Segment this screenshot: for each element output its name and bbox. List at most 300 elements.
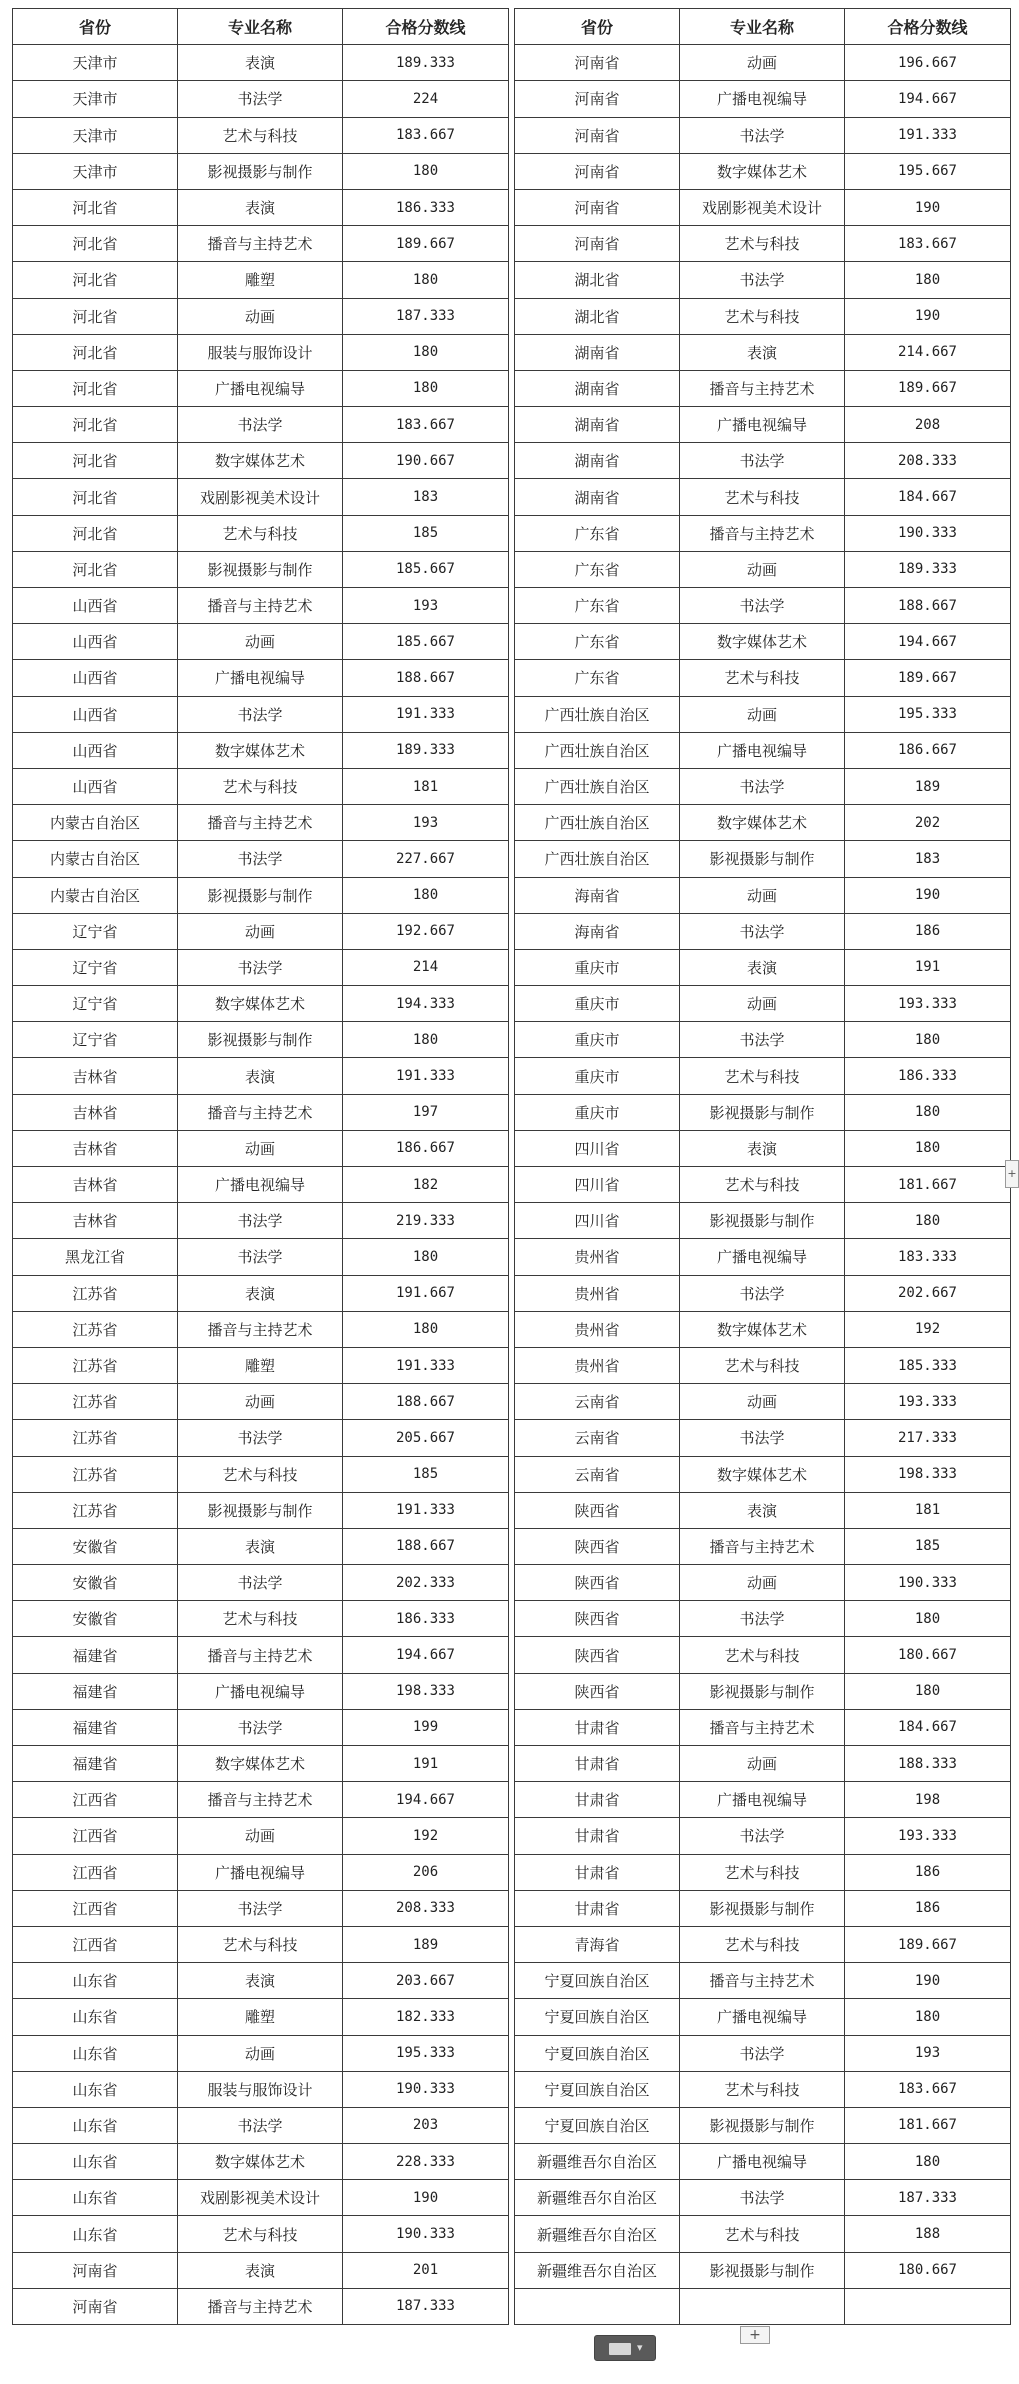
cell-province: 天津市 [13, 81, 178, 117]
cell-province: 海南省 [515, 877, 680, 913]
cell-major: 影视摄影与制作 [680, 2252, 845, 2288]
table-row [13, 1203, 509, 1239]
cell-major: 影视摄影与制作 [680, 1203, 845, 1239]
cell-score: 194.667 [343, 1637, 509, 1673]
cell-score [845, 2288, 1011, 2324]
cell-score: 188.667 [343, 1528, 509, 1564]
cell-score: 186.333 [845, 1058, 1011, 1094]
cell-score: 184.667 [845, 1709, 1011, 1745]
table-row [515, 1058, 1011, 1094]
cell-province: 河北省 [13, 479, 178, 515]
cell-major: 书法学 [680, 913, 845, 949]
cell-major: 艺术与科技 [178, 768, 343, 804]
table-row [515, 1637, 1011, 1673]
table-row [515, 624, 1011, 660]
table-row [515, 949, 1011, 985]
table-row [515, 1782, 1011, 1818]
table-row [13, 334, 509, 370]
table-row [13, 2144, 509, 2180]
table-row [515, 45, 1011, 81]
table-row [13, 153, 509, 189]
cell-province: 宁夏回族自治区 [515, 1963, 680, 1999]
cell-score: 180 [343, 370, 509, 406]
cell-province: 广东省 [515, 515, 680, 551]
cell-province: 江苏省 [13, 1311, 178, 1347]
table-row [13, 1565, 509, 1601]
cell-major: 动画 [178, 1818, 343, 1854]
chevron-down-icon: ▾ [637, 2341, 643, 2354]
cell-province: 陕西省 [515, 1528, 680, 1564]
cell-major: 广播电视编导 [680, 732, 845, 768]
table-row [13, 1999, 509, 2035]
cell-province [515, 2288, 680, 2324]
cell-major: 动画 [680, 877, 845, 913]
table-row [13, 1275, 509, 1311]
cell-province: 重庆市 [515, 1022, 680, 1058]
cell-score: 180 [845, 1203, 1011, 1239]
table-row [13, 189, 509, 225]
cell-province: 广西壮族自治区 [515, 732, 680, 768]
cell-major: 书法学 [680, 443, 845, 479]
cell-major: 艺术与科技 [680, 2071, 845, 2107]
cell-province: 陕西省 [515, 1637, 680, 1673]
table-row [13, 370, 509, 406]
cell-province: 天津市 [13, 117, 178, 153]
cell-major: 数字媒体艺术 [178, 443, 343, 479]
table-row [515, 1420, 1011, 1456]
header-province: 省份 [13, 9, 178, 45]
plus-icon: + [749, 2327, 761, 2343]
cell-province: 湖北省 [515, 298, 680, 334]
cell-score: 208.333 [845, 443, 1011, 479]
cell-province: 湖南省 [515, 407, 680, 443]
cell-major: 播音与主持艺术 [178, 226, 343, 262]
cell-score: 189.667 [845, 1926, 1011, 1962]
cell-score: 208.333 [343, 1890, 509, 1926]
cell-score: 180.667 [845, 2252, 1011, 2288]
table-row [515, 1094, 1011, 1130]
table-row [13, 588, 509, 624]
cell-score: 194.667 [343, 1782, 509, 1818]
cell-major: 数字媒体艺术 [178, 2144, 343, 2180]
cell-major: 表演 [680, 1492, 845, 1528]
table-row [515, 660, 1011, 696]
cell-province: 云南省 [515, 1384, 680, 1420]
cell-province: 四川省 [515, 1130, 680, 1166]
cell-score: 193.333 [845, 1818, 1011, 1854]
cell-province: 贵州省 [515, 1239, 680, 1275]
cell-major: 艺术与科技 [680, 1854, 845, 1890]
table-header-row [515, 9, 1011, 45]
cell-province: 重庆市 [515, 986, 680, 1022]
cell-province: 贵州省 [515, 1347, 680, 1383]
table-row [13, 1058, 509, 1094]
cell-major: 戏剧影视美术设计 [178, 2180, 343, 2216]
cell-score: 189.667 [343, 226, 509, 262]
cell-major: 广播电视编导 [178, 1167, 343, 1203]
cell-score: 189.667 [845, 370, 1011, 406]
cell-major: 广播电视编导 [680, 1999, 845, 2035]
cell-province: 江西省 [13, 1782, 178, 1818]
table-row [515, 2144, 1011, 2180]
cell-score: 192.667 [343, 913, 509, 949]
cell-score: 183 [845, 841, 1011, 877]
cell-major: 动画 [680, 551, 845, 587]
cell-province: 河南省 [13, 2288, 178, 2324]
cell-province: 四川省 [515, 1203, 680, 1239]
table-row [13, 768, 509, 804]
cell-major: 书法学 [680, 1022, 845, 1058]
header-province: 省份 [515, 9, 680, 45]
table-row [13, 515, 509, 551]
input-method-toolbar[interactable] [594, 2335, 656, 2361]
cell-major: 表演 [178, 1275, 343, 1311]
cell-province: 河南省 [515, 226, 680, 262]
table-row [515, 1926, 1011, 1962]
cell-province: 广东省 [515, 624, 680, 660]
cell-score: 193.333 [845, 986, 1011, 1022]
cell-province: 河北省 [13, 443, 178, 479]
cell-score: 180 [343, 1022, 509, 1058]
table-row [13, 1022, 509, 1058]
cell-province: 天津市 [13, 45, 178, 81]
table-row [13, 1492, 509, 1528]
cell-score: 205.667 [343, 1420, 509, 1456]
cell-province: 安徽省 [13, 1601, 178, 1637]
cell-score: 193.333 [845, 1384, 1011, 1420]
cell-score: 180 [845, 1022, 1011, 1058]
cell-score: 183.667 [343, 407, 509, 443]
cell-score: 191.333 [845, 117, 1011, 153]
cell-major: 表演 [178, 1058, 343, 1094]
cell-province: 山西省 [13, 768, 178, 804]
cell-province: 江苏省 [13, 1275, 178, 1311]
cell-score: 191.333 [343, 1058, 509, 1094]
cell-score: 188.667 [343, 660, 509, 696]
cell-major: 播音与主持艺术 [178, 2288, 343, 2324]
cell-major: 动画 [680, 986, 845, 1022]
table-row [13, 805, 509, 841]
table-row [515, 1022, 1011, 1058]
cell-major: 动画 [680, 1565, 845, 1601]
cell-major: 艺术与科技 [680, 1926, 845, 1962]
cell-score: 187.333 [845, 2180, 1011, 2216]
cell-province: 甘肃省 [515, 1890, 680, 1926]
cell-score: 224 [343, 81, 509, 117]
cell-major: 书法学 [178, 1709, 343, 1745]
cell-score: 203.667 [343, 1963, 509, 1999]
table-row [515, 1239, 1011, 1275]
table-row [13, 1963, 509, 1999]
table-row [515, 1746, 1011, 1782]
cell-score: 189 [343, 1926, 509, 1962]
table-row [13, 1167, 509, 1203]
cell-major: 艺术与科技 [680, 2216, 845, 2252]
table-row [13, 877, 509, 913]
table-row [515, 805, 1011, 841]
cell-score: 186.667 [343, 1130, 509, 1166]
cell-score: 180 [343, 334, 509, 370]
cell-score: 180 [845, 1601, 1011, 1637]
cell-major: 动画 [680, 45, 845, 81]
cell-score: 185 [343, 1456, 509, 1492]
cell-province: 江西省 [13, 1818, 178, 1854]
cell-province: 江苏省 [13, 1347, 178, 1383]
cell-province: 陕西省 [515, 1565, 680, 1601]
cell-major: 服装与服饰设计 [178, 334, 343, 370]
table-row [515, 153, 1011, 189]
cell-province: 吉林省 [13, 1203, 178, 1239]
cell-province: 辽宁省 [13, 986, 178, 1022]
cell-province: 山东省 [13, 2107, 178, 2143]
table-row [13, 1239, 509, 1275]
cell-province: 河北省 [13, 189, 178, 225]
cell-major: 动画 [680, 1746, 845, 1782]
table-row [13, 1456, 509, 1492]
cell-score: 190.333 [845, 1565, 1011, 1601]
cell-score: 189.667 [845, 660, 1011, 696]
table-row [13, 660, 509, 696]
cell-major: 艺术与科技 [178, 1926, 343, 1962]
cell-score: 190.667 [343, 443, 509, 479]
cell-province: 贵州省 [515, 1275, 680, 1311]
cell-major: 服装与服饰设计 [178, 2071, 343, 2107]
cell-major: 广播电视编导 [680, 81, 845, 117]
table-row [515, 1384, 1011, 1420]
cell-score: 180 [845, 1130, 1011, 1166]
cell-score: 190 [845, 877, 1011, 913]
cell-major: 艺术与科技 [178, 2216, 343, 2252]
cell-major: 书法学 [178, 696, 343, 732]
cell-major: 广播电视编导 [178, 660, 343, 696]
table-row [13, 1746, 509, 1782]
cell-major: 艺术与科技 [680, 660, 845, 696]
cell-major: 广播电视编导 [178, 370, 343, 406]
cell-score: 202.333 [343, 1565, 509, 1601]
table-row [13, 2216, 509, 2252]
cell-major: 书法学 [680, 1275, 845, 1311]
cell-major: 播音与主持艺术 [680, 1709, 845, 1745]
cell-province: 山东省 [13, 2180, 178, 2216]
cell-score: 191.333 [343, 696, 509, 732]
cell-major: 书法学 [178, 1890, 343, 1926]
cell-province: 山西省 [13, 588, 178, 624]
cell-province: 内蒙古自治区 [13, 841, 178, 877]
table-row [13, 986, 509, 1022]
table-row [13, 479, 509, 515]
table-row [515, 1275, 1011, 1311]
cell-major: 播音与主持艺术 [680, 1528, 845, 1564]
cell-score: 202 [845, 805, 1011, 841]
cell-province: 甘肃省 [515, 1782, 680, 1818]
table-row [13, 45, 509, 81]
table-row [515, 1492, 1011, 1528]
cell-score: 190.333 [343, 2071, 509, 2107]
table-row [13, 1926, 509, 1962]
cell-province: 青海省 [515, 1926, 680, 1962]
cell-score: 190 [845, 1963, 1011, 1999]
table-row [13, 81, 509, 117]
table-row [515, 370, 1011, 406]
cell-major: 书法学 [680, 1601, 845, 1637]
table-row [515, 81, 1011, 117]
cell-major: 动画 [178, 624, 343, 660]
table-row [13, 696, 509, 732]
cell-province: 甘肃省 [515, 1709, 680, 1745]
cell-score: 219.333 [343, 1203, 509, 1239]
cell-province: 河南省 [515, 189, 680, 225]
table-row [515, 551, 1011, 587]
cell-major: 艺术与科技 [178, 1456, 343, 1492]
cell-province: 江苏省 [13, 1456, 178, 1492]
table-row [515, 2071, 1011, 2107]
cell-score: 181.667 [845, 1167, 1011, 1203]
cell-province: 湖南省 [515, 443, 680, 479]
cell-province: 陕西省 [515, 1492, 680, 1528]
table-side-add-handle[interactable] [1005, 1160, 1019, 1188]
cell-province: 广东省 [515, 588, 680, 624]
cell-score: 180 [845, 262, 1011, 298]
table-row [515, 1818, 1011, 1854]
cell-score: 191.333 [343, 1347, 509, 1383]
cell-major: 艺术与科技 [680, 1347, 845, 1383]
cell-province: 山东省 [13, 2035, 178, 2071]
table-row [13, 1420, 509, 1456]
cell-score: 189.333 [343, 45, 509, 81]
cell-major: 影视摄影与制作 [178, 1492, 343, 1528]
cell-province: 内蒙古自治区 [13, 805, 178, 841]
cell-score: 190.333 [343, 2216, 509, 2252]
cell-province: 江西省 [13, 1854, 178, 1890]
table-row [515, 2252, 1011, 2288]
table-row [13, 2288, 509, 2324]
cell-score: 180 [845, 1673, 1011, 1709]
cell-province: 广东省 [515, 551, 680, 587]
cell-major: 动画 [178, 913, 343, 949]
cell-province: 河北省 [13, 407, 178, 443]
cell-province: 海南省 [515, 913, 680, 949]
cell-province: 甘肃省 [515, 1818, 680, 1854]
table-row [13, 443, 509, 479]
cell-major: 动画 [178, 1384, 343, 1420]
cell-score: 194.667 [845, 81, 1011, 117]
cell-major: 书法学 [178, 2107, 343, 2143]
cell-major: 艺术与科技 [680, 1058, 845, 1094]
table-row [13, 1673, 509, 1709]
table-row [515, 1528, 1011, 1564]
add-row-button[interactable] [740, 2326, 770, 2344]
cell-score: 189.333 [343, 732, 509, 768]
cell-score: 185.667 [343, 624, 509, 660]
cell-major: 艺术与科技 [178, 1601, 343, 1637]
cell-score: 180.667 [845, 1637, 1011, 1673]
cell-major: 播音与主持艺术 [680, 370, 845, 406]
cell-major: 动画 [680, 696, 845, 732]
table-row [515, 1601, 1011, 1637]
cell-province: 宁夏回族自治区 [515, 2071, 680, 2107]
cell-province: 山东省 [13, 2216, 178, 2252]
table-row [515, 1347, 1011, 1383]
cell-province: 山东省 [13, 2071, 178, 2107]
cell-major: 影视摄影与制作 [178, 153, 343, 189]
cell-score: 194.667 [845, 624, 1011, 660]
cell-score: 181 [845, 1492, 1011, 1528]
cell-major: 书法学 [680, 117, 845, 153]
cell-province: 河南省 [515, 45, 680, 81]
cell-major: 广播电视编导 [680, 407, 845, 443]
score-table-right [514, 8, 1011, 2325]
cell-score: 191.333 [343, 1492, 509, 1528]
cell-province: 辽宁省 [13, 949, 178, 985]
cell-score: 189 [845, 768, 1011, 804]
cell-province: 新疆维吾尔自治区 [515, 2252, 680, 2288]
table-row [515, 1167, 1011, 1203]
cell-major: 书法学 [178, 949, 343, 985]
cell-province: 山西省 [13, 696, 178, 732]
cell-score: 195.667 [845, 153, 1011, 189]
cell-major: 影视摄影与制作 [680, 1673, 845, 1709]
cell-major: 影视摄影与制作 [680, 2107, 845, 2143]
cell-province: 黑龙江省 [13, 1239, 178, 1275]
cell-major: 数字媒体艺术 [680, 153, 845, 189]
table-row [515, 2216, 1011, 2252]
table-row [515, 117, 1011, 153]
table-row [13, 949, 509, 985]
table-row [515, 443, 1011, 479]
table-row [13, 1637, 509, 1673]
cell-province: 江苏省 [13, 1384, 178, 1420]
cell-province: 河北省 [13, 551, 178, 587]
table-row [13, 2071, 509, 2107]
cell-score: 190 [845, 298, 1011, 334]
cell-score: 193 [343, 588, 509, 624]
cell-major: 书法学 [680, 1420, 845, 1456]
table-row [13, 262, 509, 298]
cell-province: 广西壮族自治区 [515, 768, 680, 804]
cell-score: 189.333 [845, 551, 1011, 587]
table-row [515, 515, 1011, 551]
cell-score: 186.667 [845, 732, 1011, 768]
cell-score: 195.333 [845, 696, 1011, 732]
cell-score: 180 [845, 2144, 1011, 2180]
cell-major: 书法学 [178, 1565, 343, 1601]
cell-score: 185.333 [845, 1347, 1011, 1383]
cell-province: 山西省 [13, 660, 178, 696]
cell-score: 182.333 [343, 1999, 509, 2035]
cell-score: 214.667 [845, 334, 1011, 370]
cell-major: 数字媒体艺术 [680, 805, 845, 841]
cell-major: 书法学 [680, 262, 845, 298]
table-row [13, 1854, 509, 1890]
table-row [515, 2180, 1011, 2216]
cell-score: 180 [343, 1239, 509, 1275]
cell-major: 播音与主持艺术 [178, 805, 343, 841]
cell-score: 191 [343, 1746, 509, 1782]
table-row [515, 986, 1011, 1022]
cell-major: 播音与主持艺术 [178, 588, 343, 624]
cell-score: 183.667 [343, 117, 509, 153]
cell-province: 河北省 [13, 334, 178, 370]
cell-province: 广西壮族自治区 [515, 841, 680, 877]
cell-score: 180 [845, 1094, 1011, 1130]
table-row [515, 913, 1011, 949]
table-row [13, 1528, 509, 1564]
cell-major: 影视摄影与制作 [680, 1890, 845, 1926]
cell-score: 188.667 [343, 1384, 509, 1420]
cell-major: 艺术与科技 [178, 515, 343, 551]
cell-score: 180 [343, 153, 509, 189]
table-row [515, 841, 1011, 877]
